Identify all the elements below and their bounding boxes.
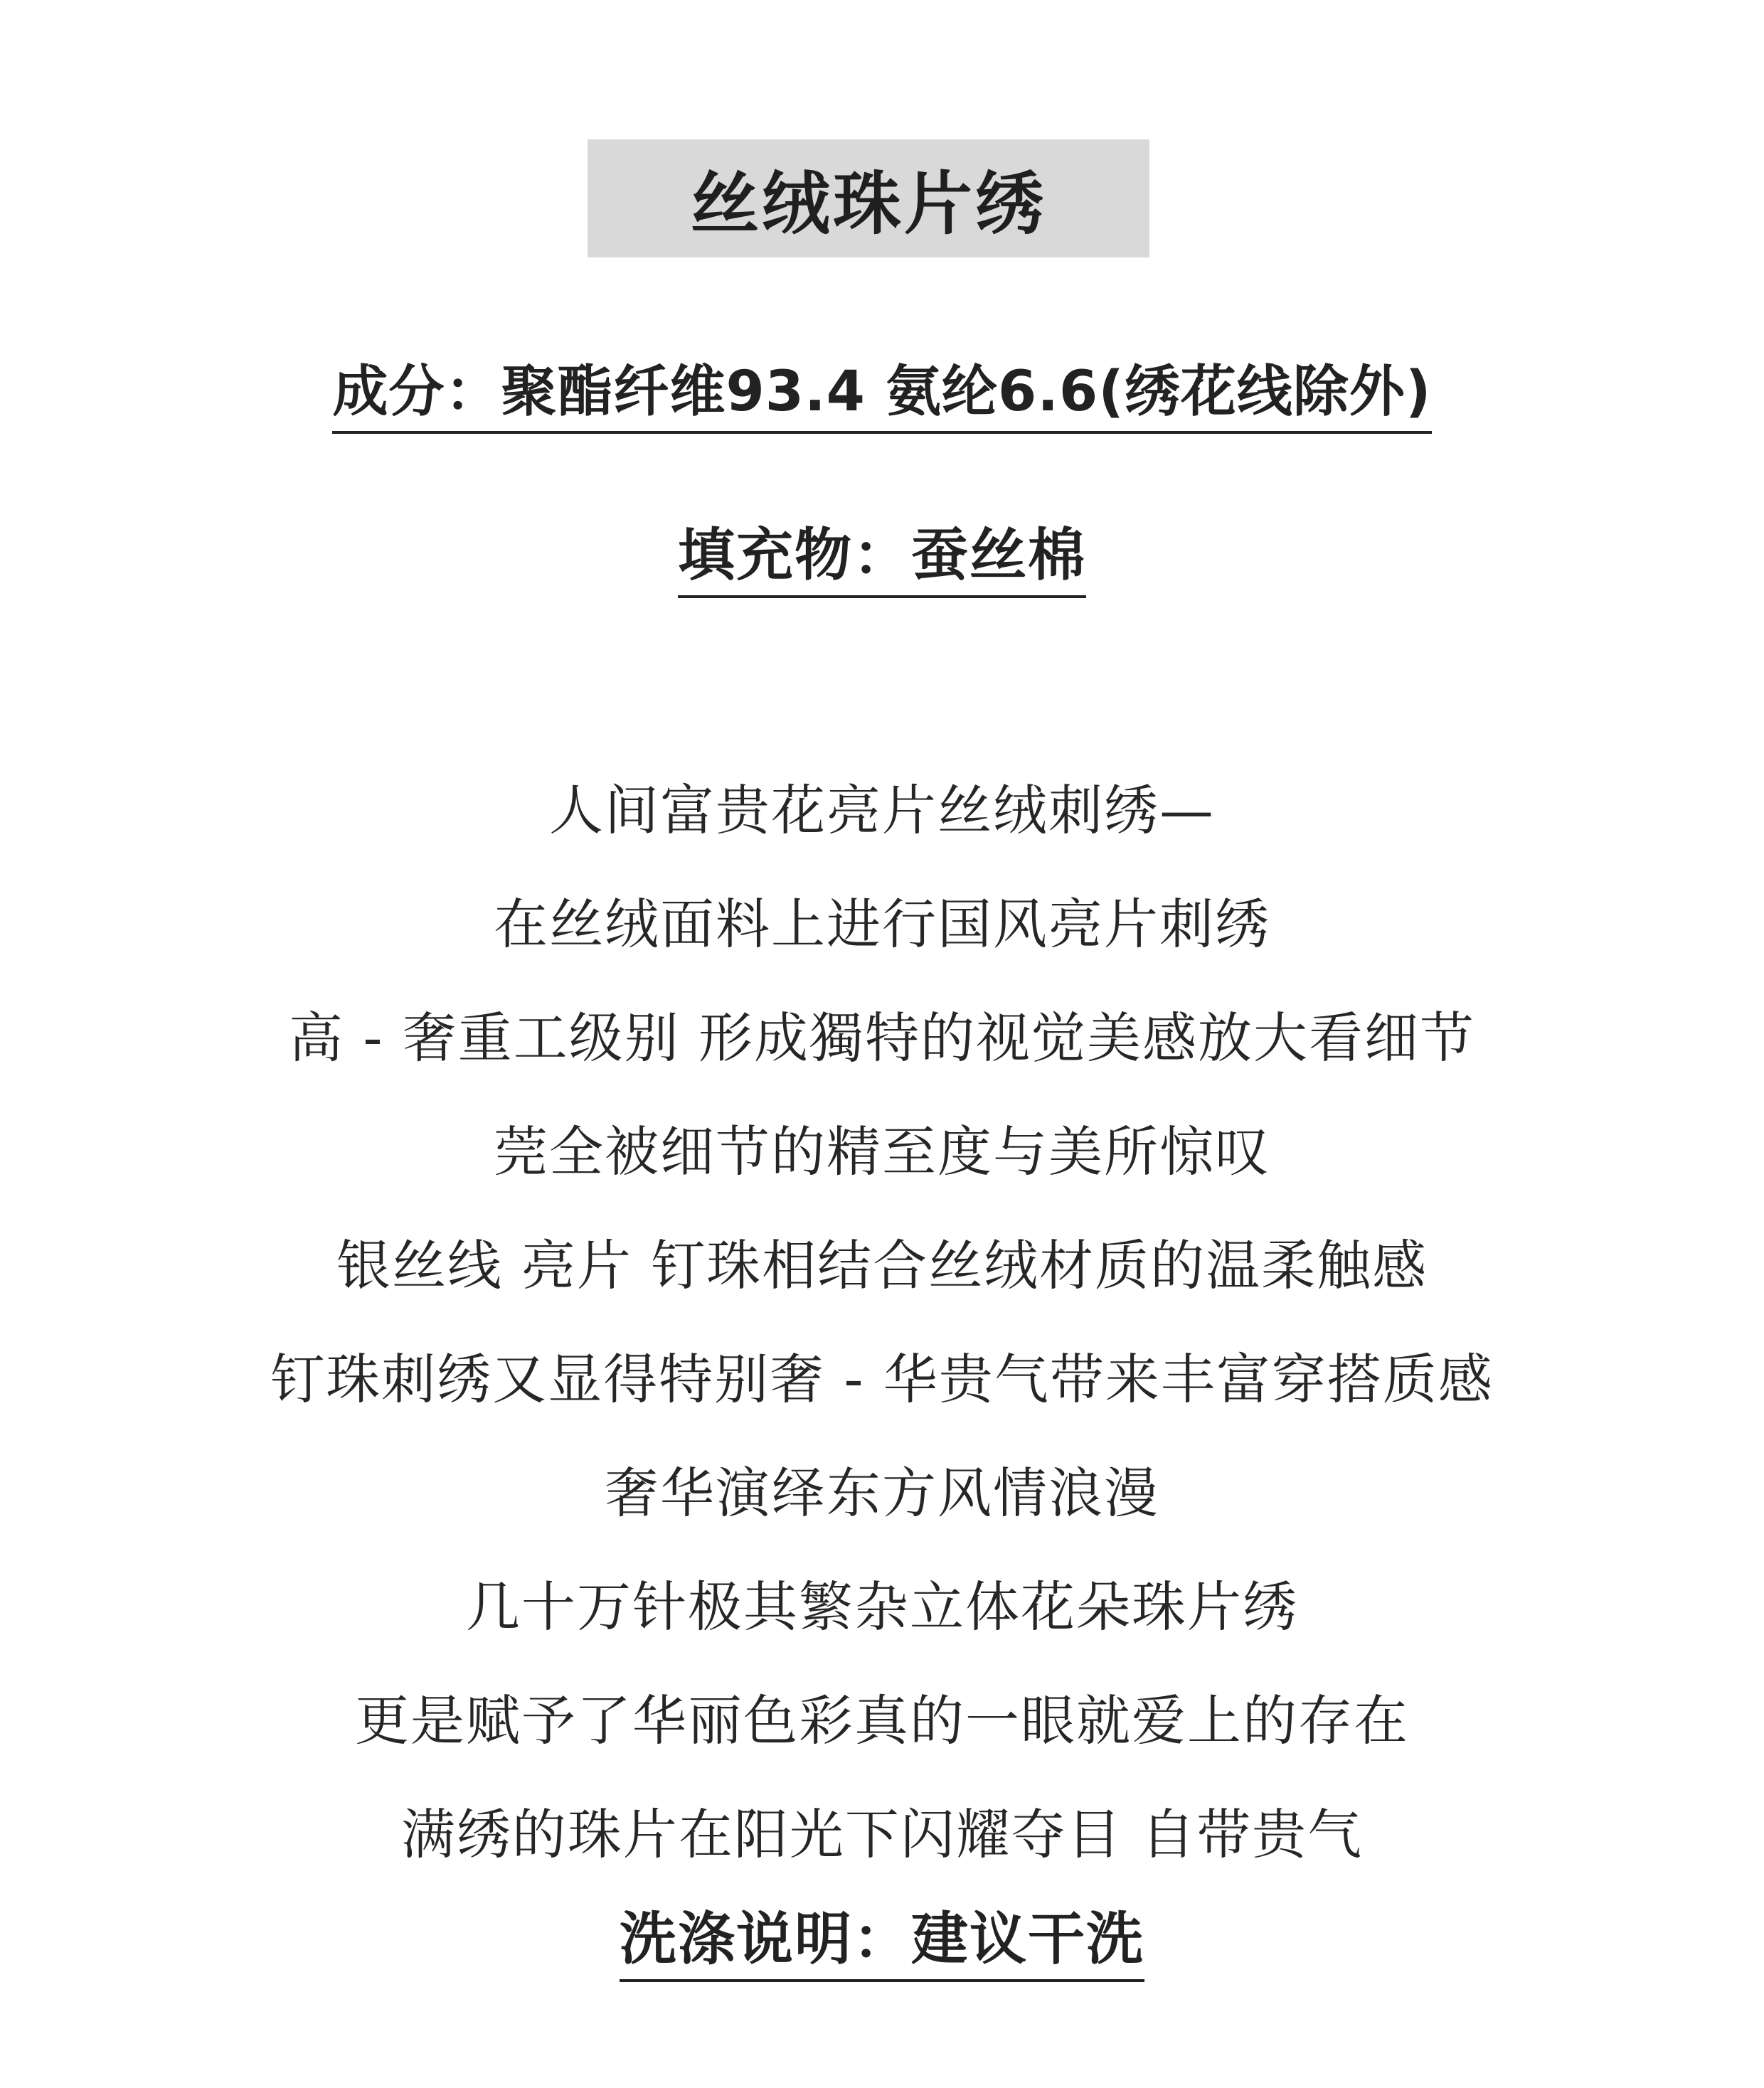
description-list: [0, 754, 1764, 1892]
title-banner: [588, 139, 1149, 257]
description-line: 几十万针极其繁杂立体花朵珠片绣: [466, 1575, 1298, 1639]
filling-line: [0, 509, 1764, 598]
description-line: 莞全被细节的精至度与美所惊叹: [494, 1120, 1270, 1183]
description-line: 满绣的珠片在阳光下闪耀夺目 自带贵气: [400, 1803, 1364, 1866]
care-instructions-text: 洗涤说明：建议干洗: [620, 1893, 1144, 1982]
care-line: [0, 1893, 1764, 1982]
description-line: 高 - 奢重工级别 形成獨特的视觉美感放大看细节: [289, 1006, 1475, 1070]
description-line: 钉珠刺绣又显得特别奢 - 华贵气带来丰富穿搭质感: [270, 1348, 1494, 1411]
composition-text: 成分：聚酯纤维93.4 氨纶6.6(绣花线除外): [332, 347, 1431, 434]
page-title: 丝绒珠片绣: [691, 164, 1046, 244]
description-line: 人间富贵花亮片丝绒刺绣—: [549, 779, 1215, 842]
description-line: 银丝线 亮片 钉珠相结合丝绒材质的温柔触感: [336, 1234, 1428, 1297]
description-line: 奢华演绎东方风情浪漫: [605, 1461, 1159, 1525]
description-line: 更是赋予了华丽色彩真的一眼就爱上的存在: [355, 1689, 1409, 1752]
description-line: 在丝绒面料上进行国风亮片刺绣: [494, 893, 1270, 956]
composition-line: [0, 347, 1764, 434]
filling-text: 填充物：蚕丝棉: [678, 509, 1086, 598]
